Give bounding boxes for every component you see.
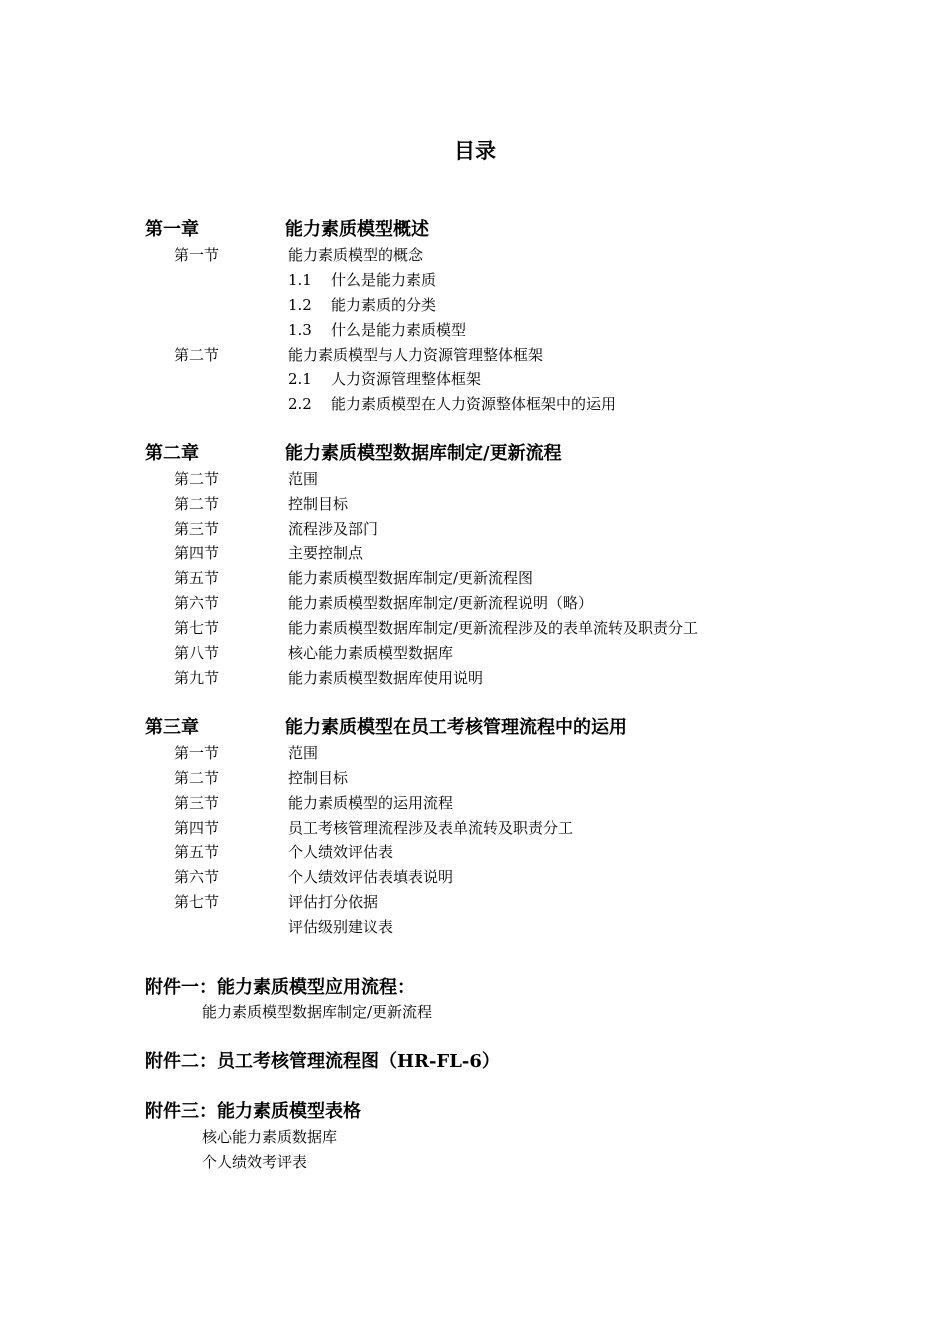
- appendix-item-text: 能力素质模型数据库制定/更新流程: [202, 1003, 433, 1021]
- section-label: 第九节: [174, 669, 220, 687]
- section-title: 能力素质模型数据库使用说明: [288, 669, 484, 687]
- section-title: 范围: [288, 470, 319, 488]
- chapter-label: 第二章: [145, 443, 199, 464]
- subsection-number: 1.3: [288, 321, 312, 339]
- appendix-title: 附件三：能力素质模型表格: [145, 1101, 361, 1122]
- section-label: 第四节: [174, 819, 220, 837]
- section-label: 第三节: [174, 520, 220, 538]
- section-title: 能力素质模型与人力资源管理整体框架: [288, 346, 544, 364]
- section-label: 第一节: [174, 744, 220, 762]
- subsection-number: 1.1: [288, 271, 312, 289]
- section-title: 流程涉及部门: [288, 520, 379, 538]
- subsection-title: 什么是能力素质: [331, 271, 437, 289]
- section-title: 主要控制点: [288, 544, 364, 562]
- section-title: 能力素质模型数据库制定/更新流程说明（略）: [288, 594, 594, 612]
- subsection-number: 2.1: [288, 370, 312, 388]
- section-label: 第六节: [174, 868, 220, 886]
- section-title: 评估打分依据: [288, 893, 379, 911]
- section-label: 第二节: [174, 346, 220, 364]
- section-label: 第七节: [174, 619, 220, 637]
- section-label: 第六节: [174, 594, 220, 612]
- section-label: 第八节: [174, 644, 220, 662]
- section-title: 能力素质模型的概念: [288, 246, 424, 264]
- chapter-title: 能力素质模型概述: [285, 219, 429, 240]
- section-label: 第五节: [174, 843, 220, 861]
- section-label: 第二节: [174, 470, 220, 488]
- subsection-title: 什么是能力素质模型: [331, 321, 467, 339]
- subsection-title: 能力素质模型在人力资源整体框架中的运用: [331, 395, 617, 413]
- section-title: 能力素质模型的运用流程: [288, 794, 454, 812]
- section-title: 范围: [288, 744, 319, 762]
- appendix-item-text: 个人绩效考评表: [202, 1153, 308, 1171]
- appendix-title: 附件二：员工考核管理流程图（HR-FL-6）: [145, 1051, 500, 1072]
- section-title: 能力素质模型数据库制定/更新流程涉及的表单流转及职责分工: [288, 619, 699, 637]
- chapter-title: 能力素质模型数据库制定/更新流程: [285, 443, 562, 464]
- subsection-title: 人力资源管理整体框架: [331, 370, 482, 388]
- section-label: 第一节: [174, 246, 220, 264]
- section-label: 第三节: [174, 794, 220, 812]
- section-title: 个人绩效评估表: [288, 843, 394, 861]
- section-label: 第二节: [174, 769, 220, 787]
- page-title: 目录: [454, 138, 496, 163]
- subsection-number: 2.2: [288, 395, 312, 413]
- chapter-label: 第三章: [145, 717, 199, 738]
- section-label: 第四节: [174, 544, 220, 562]
- subsection-title: 能力素质的分类: [331, 296, 437, 314]
- section-label: 第二节: [174, 495, 220, 513]
- section-title: 能力素质模型数据库制定/更新流程图: [288, 569, 534, 587]
- section-title: 评估级别建议表: [288, 918, 394, 936]
- section-title: 核心能力素质模型数据库: [288, 644, 454, 662]
- chapter-title: 能力素质模型在员工考核管理流程中的运用: [285, 717, 627, 738]
- section-title: 控制目标: [288, 495, 349, 513]
- chapter-label: 第一章: [145, 219, 199, 240]
- section-title: 控制目标: [288, 769, 349, 787]
- appendix-title: 附件一：能力素质模型应用流程：: [145, 977, 415, 998]
- subsection-number: 1.2: [288, 296, 312, 314]
- section-label: 第七节: [174, 893, 220, 911]
- section-label: 第五节: [174, 569, 220, 587]
- section-title: 员工考核管理流程涉及表单流转及职责分工: [288, 819, 574, 837]
- appendix-item-text: 核心能力素质数据库: [202, 1128, 338, 1146]
- section-title: 个人绩效评估表填表说明: [288, 868, 454, 886]
